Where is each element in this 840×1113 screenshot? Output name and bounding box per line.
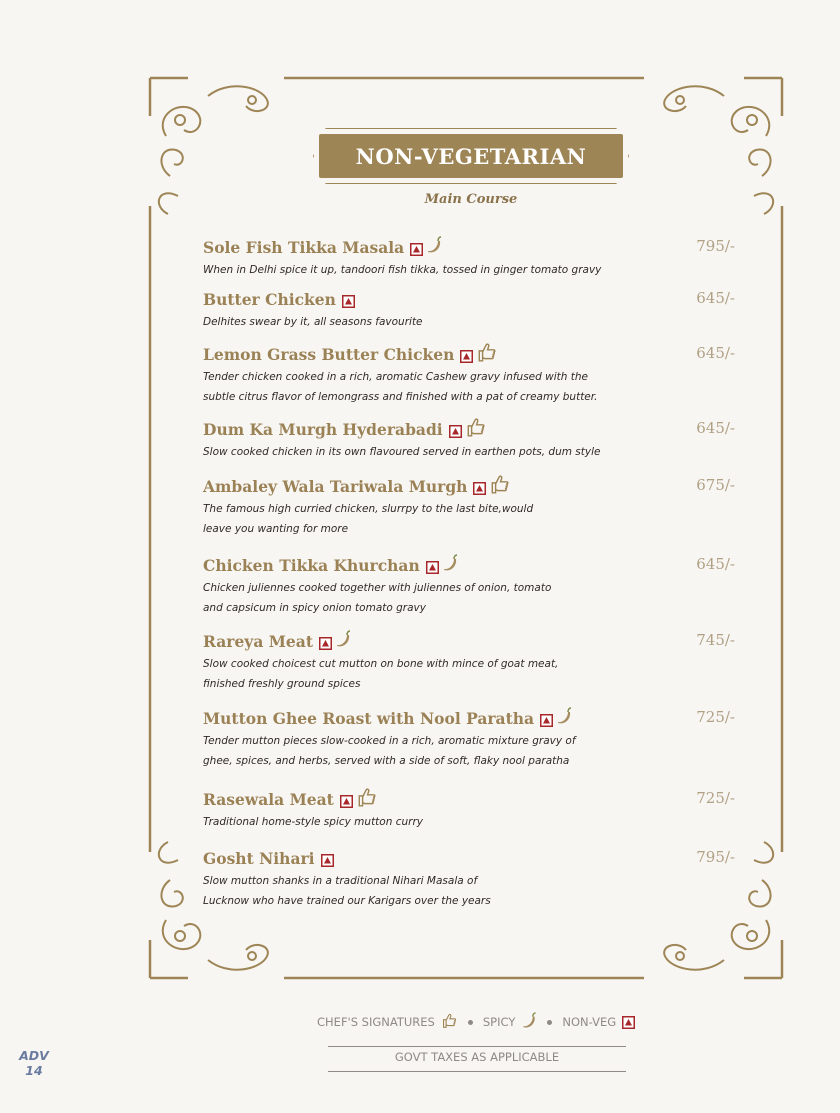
- non-veg-icon: [342, 293, 355, 306]
- dish-description-line: The famous high curried chicken, slurrpy to the last bite,would: [203, 503, 534, 515]
- non-veg-icon: [319, 635, 332, 648]
- legend-nonveg-label: NON-VEG: [562, 1015, 617, 1029]
- dish-name: Gosht Nihari: [203, 848, 315, 868]
- page-number: 14: [25, 1063, 43, 1078]
- spicy-chilli-icon: [556, 707, 572, 729]
- chef-signature-icon: [356, 786, 378, 812]
- non-veg-icon: [622, 1016, 635, 1029]
- dish-marks: [473, 473, 511, 499]
- menu-item-header: [203, 418, 735, 440]
- section-banner: [313, 128, 629, 184]
- menu-item: [203, 847, 735, 911]
- dish-marks: [540, 707, 572, 729]
- dish-price: 745/-: [696, 631, 735, 649]
- dish-description: [203, 367, 643, 407]
- dish-description-line: Tender mutton pieces slow-cooked in a rich, aromatic mixture gravy of: [203, 735, 576, 747]
- menu-item-header: [203, 847, 735, 869]
- dish-description-line: When in Delhi spice it up, tandoori fish tikka, tossed in ginger tomato gravy: [203, 264, 602, 276]
- dish-description: [203, 812, 643, 832]
- taxes-divider-top: [328, 1046, 626, 1047]
- menu-item: [203, 788, 735, 832]
- non-veg-icon: [426, 559, 439, 572]
- dish-description-line: ghee, spices, and herbs, served with a side of soft, flaky nool paratha: [203, 755, 570, 767]
- menu-item-header: [203, 707, 735, 729]
- dish-description-line: finished freshly ground spices: [203, 678, 361, 690]
- non-veg-icon: [473, 480, 486, 493]
- spicy-chilli-icon: [335, 630, 351, 652]
- chef-signature-icon: [441, 1012, 458, 1032]
- menu-item: [203, 288, 735, 332]
- spicy-chilli-icon: [521, 1012, 537, 1032]
- dish-name: Rasewala Meat: [203, 789, 334, 809]
- legend-separator: [468, 1020, 473, 1025]
- dish-name: Chicken Tikka Khurchan: [203, 555, 420, 575]
- legend-chef-label: CHEF'S SIGNATURES: [317, 1015, 435, 1029]
- dish-name: Mutton Ghee Roast with Nool Paratha: [203, 708, 535, 728]
- dish-price: 675/-: [696, 476, 735, 494]
- dish-price: 645/-: [696, 289, 735, 307]
- dish-marks: [410, 236, 442, 258]
- menu-item-header: [203, 554, 735, 576]
- page-code: [14, 1048, 54, 1078]
- spicy-chilli-icon: [442, 554, 458, 576]
- dish-name: Lemon Grass Butter Chicken: [203, 344, 455, 364]
- non-veg-icon: [340, 793, 353, 806]
- dish-description-line: Tender chicken cooked in a rich, aromatic Cashew gravy infused with the: [203, 371, 588, 383]
- menu-item: [203, 418, 735, 462]
- non-veg-icon: [410, 241, 423, 254]
- non-veg-icon: [460, 348, 473, 361]
- dish-marks: [319, 630, 351, 652]
- non-veg-icon: [449, 423, 462, 436]
- dish-description: [203, 442, 643, 462]
- dish-price: 645/-: [696, 419, 735, 437]
- section-subtitle: Main Course: [424, 192, 518, 207]
- page-code-prefix: ADV: [19, 1048, 49, 1063]
- dish-price: 795/-: [696, 848, 735, 866]
- banner-plate: [319, 134, 623, 178]
- dish-description: [203, 260, 643, 280]
- dish-price: 645/-: [696, 555, 735, 573]
- dish-description: [203, 578, 643, 618]
- taxes-note: GOVT TAXES AS APPLICABLE: [394, 1050, 560, 1064]
- dish-marks: [321, 852, 334, 865]
- dish-description: [203, 731, 643, 771]
- legend: [317, 1012, 647, 1032]
- dish-marks: [342, 293, 355, 306]
- dish-description-line: Slow cooked chicken in its own flavoured served in earthen pots, dum style: [203, 446, 601, 458]
- dish-description-line: Slow cooked choicest cut mutton on bone with mince of goat meat,: [203, 658, 559, 670]
- legend-separator: [547, 1020, 552, 1025]
- chef-signature-icon: [489, 473, 511, 499]
- dish-marks: [460, 341, 498, 367]
- dish-price: 645/-: [696, 344, 735, 362]
- dish-name: Butter Chicken: [203, 289, 336, 309]
- spicy-chilli-icon: [426, 236, 442, 258]
- dish-name: Dum Ka Murgh Hyderabadi: [203, 419, 443, 439]
- menu-item-header: [203, 475, 735, 497]
- menu-item-header: [203, 288, 735, 310]
- dish-description-line: and capsicum in spicy onion tomato gravy: [203, 602, 426, 614]
- dish-description-line: Chicken juliennes cooked together with juliennes of onion, tomato: [203, 582, 552, 594]
- menu-item: [203, 554, 735, 618]
- taxes-divider-bottom: [328, 1071, 626, 1072]
- dish-description-line: Lucknow who have trained our Karigars over the years: [203, 895, 491, 907]
- menu-item: [203, 630, 735, 694]
- dish-name: Sole Fish Tikka Masala: [203, 237, 405, 257]
- menu-item: [203, 236, 735, 280]
- dish-description-line: subtle citrus flavor of lemongrass and finished with a pat of creamy butter.: [203, 391, 598, 403]
- menu-item: [203, 475, 735, 539]
- dish-price: 725/-: [696, 708, 735, 726]
- dish-marks: [340, 786, 378, 812]
- non-veg-icon: [321, 852, 334, 865]
- dish-name: Rareya Meat: [203, 631, 313, 651]
- menu-item: [203, 343, 735, 407]
- dish-description: [203, 499, 643, 539]
- dish-description-line: leave you wanting for more: [203, 523, 349, 535]
- dish-description-line: Traditional home-style spicy mutton curry: [203, 816, 423, 828]
- dish-name: Ambaley Wala Tariwala Murgh: [203, 476, 468, 496]
- dish-description: [203, 654, 643, 694]
- menu-item-header: [203, 630, 735, 652]
- section-title: NON-VEGETARIAN: [355, 143, 587, 169]
- dish-marks: [449, 416, 487, 442]
- dish-description-line: Slow mutton shanks in a traditional Nihari Masala of: [203, 875, 478, 887]
- dish-description-line: Delhites swear by it, all seasons favourite: [203, 316, 423, 328]
- dish-price: 795/-: [696, 237, 735, 255]
- dish-description: [203, 312, 643, 332]
- non-veg-icon: [540, 712, 553, 725]
- dish-description: [203, 871, 643, 911]
- dish-marks: [426, 554, 458, 576]
- dish-price: 725/-: [696, 789, 735, 807]
- menu-item-header: [203, 788, 735, 810]
- menu-item-header: [203, 236, 735, 258]
- menu-item: [203, 707, 735, 771]
- chef-signature-icon: [465, 416, 487, 442]
- legend-spicy-label: SPICY: [482, 1015, 516, 1029]
- chef-signature-icon: [476, 341, 498, 367]
- menu-item-header: [203, 343, 735, 365]
